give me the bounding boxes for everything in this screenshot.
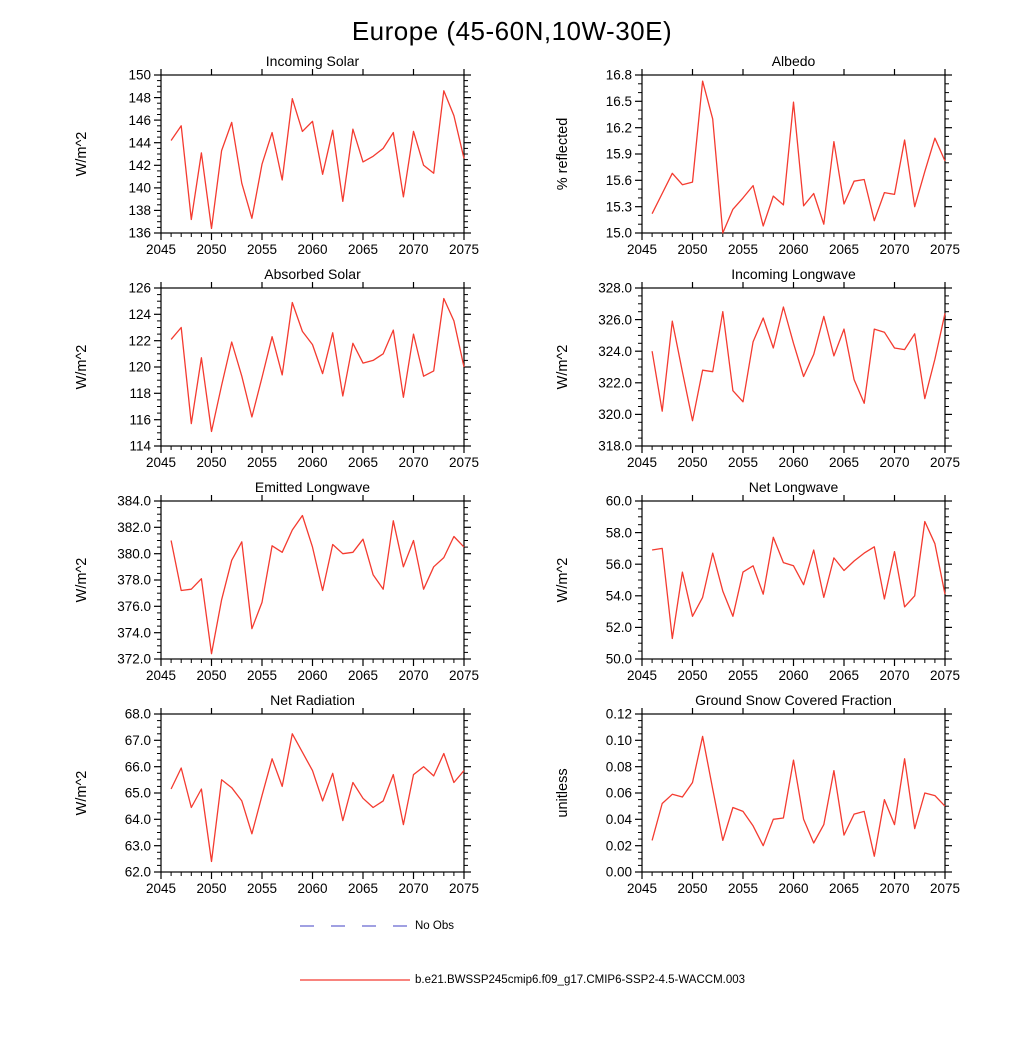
chart-svg <box>39 692 504 905</box>
x-tick-label: 2070 <box>398 242 429 257</box>
y-tick-label: 62.0 <box>124 864 151 880</box>
x-tick-label: 2060 <box>778 455 809 470</box>
series-line <box>171 91 464 229</box>
x-tick-label: 2045 <box>145 242 177 257</box>
x-tick-label: 2055 <box>727 668 759 683</box>
plot-frame <box>642 75 945 233</box>
y-tick-label: 118 <box>129 386 151 402</box>
series-line <box>171 516 464 654</box>
y-axis-label: W/m^2 <box>555 344 571 390</box>
y-tick-label: 122 <box>128 333 151 349</box>
y-tick-label: 0.02 <box>605 838 632 854</box>
x-tick-label: 2075 <box>448 455 480 470</box>
chart-svg <box>39 266 504 479</box>
chart-svg <box>520 692 985 905</box>
y-tick-label: 15.6 <box>605 173 632 189</box>
chart-title: Incoming Solar <box>265 53 360 69</box>
x-tick-label: 2065 <box>828 881 860 896</box>
y-tick-label: 56.0 <box>605 556 632 572</box>
x-tick-label: 2045 <box>626 668 658 683</box>
y-tick-label: 15.0 <box>605 225 632 241</box>
chart-svg <box>39 479 504 692</box>
series-line <box>652 736 945 856</box>
y-tick-label: 148 <box>128 90 151 106</box>
y-tick-label: 67.0 <box>124 733 151 749</box>
x-tick-label: 2050 <box>196 668 227 683</box>
x-tick-label: 2070 <box>398 455 429 470</box>
y-tick-label: 322.0 <box>598 375 632 391</box>
x-tick-label: 2045 <box>626 242 658 257</box>
panel-absorbed-solar <box>39 266 504 479</box>
series-line <box>171 734 464 862</box>
series-line <box>652 81 945 233</box>
y-axis-label: W/m^2 <box>555 557 571 603</box>
y-tick-label: 50.0 <box>605 651 632 667</box>
x-tick-label: 2075 <box>448 242 480 257</box>
chart-svg <box>520 53 985 266</box>
x-tick-label: 2050 <box>677 242 708 257</box>
x-tick-label: 2060 <box>297 668 328 683</box>
x-tick-label: 2070 <box>879 668 910 683</box>
chart-title: Albedo <box>771 53 816 69</box>
x-tick-label: 2075 <box>929 242 961 257</box>
x-tick-label: 2045 <box>145 668 177 683</box>
y-tick-label: 16.5 <box>605 94 632 110</box>
plot-frame <box>161 501 464 659</box>
y-tick-label: 15.9 <box>605 146 632 162</box>
y-tick-label: 120 <box>128 359 151 375</box>
panel-net-longwave <box>520 479 985 692</box>
y-tick-label: 376.0 <box>117 599 151 615</box>
x-tick-label: 2060 <box>778 881 809 896</box>
y-tick-label: 146 <box>128 112 151 128</box>
y-axis-label: W/m^2 <box>74 131 90 177</box>
y-tick-label: 54.0 <box>605 588 632 604</box>
y-tick-label: 144 <box>128 135 151 151</box>
chart-title: Net Radiation <box>270 692 355 708</box>
panel-incoming-longwave <box>520 266 985 479</box>
legend-row-no-obs <box>300 919 1024 933</box>
plot-frame <box>161 75 464 233</box>
x-tick-label: 2065 <box>828 242 860 257</box>
panel-emitted-longwave <box>39 479 504 692</box>
y-tick-label: 380.0 <box>117 546 151 562</box>
x-tick-label: 2045 <box>145 455 177 470</box>
report-page <box>0 16 1024 1040</box>
chart-title: Incoming Longwave <box>731 266 856 282</box>
y-axis-label: W/m^2 <box>74 770 90 816</box>
y-tick-label: 16.2 <box>605 120 632 136</box>
y-tick-label: 0.08 <box>605 759 632 775</box>
x-tick-label: 2050 <box>196 881 227 896</box>
case-solid-line-icon <box>300 977 410 983</box>
x-tick-label: 2060 <box>297 881 328 896</box>
panel-incoming-solar <box>39 53 504 266</box>
x-tick-label: 2070 <box>398 668 429 683</box>
plot-frame <box>161 288 464 446</box>
x-tick-label: 2045 <box>626 455 658 470</box>
x-tick-label: 2065 <box>347 668 379 683</box>
y-tick-label: 68.0 <box>124 706 151 722</box>
y-tick-label: 66.0 <box>124 759 151 775</box>
legend-row-case <box>300 973 1024 987</box>
y-tick-label: 0.04 <box>605 812 632 828</box>
y-tick-label: 0.00 <box>605 864 632 880</box>
series-line <box>171 299 464 432</box>
panel-albedo <box>520 53 985 266</box>
y-tick-label: 63.0 <box>124 838 151 854</box>
x-tick-label: 2070 <box>398 881 429 896</box>
panel-net-radiation <box>39 692 504 905</box>
y-tick-label: 150 <box>128 67 151 83</box>
x-tick-label: 2060 <box>297 242 328 257</box>
y-tick-label: 142 <box>128 157 151 173</box>
y-tick-label: 126 <box>128 280 151 296</box>
x-tick-label: 2075 <box>929 455 961 470</box>
x-tick-label: 2060 <box>297 455 328 470</box>
x-tick-label: 2070 <box>879 242 910 257</box>
y-tick-label: 374.0 <box>117 625 151 641</box>
y-tick-label: 16.8 <box>605 67 632 83</box>
chart-svg <box>520 266 985 479</box>
y-tick-label: 60.0 <box>605 493 632 509</box>
chart-svg <box>520 479 985 692</box>
x-tick-label: 2055 <box>246 668 278 683</box>
chart-svg <box>39 53 504 266</box>
series-line <box>652 307 945 421</box>
legend-label-case: b.e21.BWSSP245cmip6.f09_g17.CMIP6-SSP2-4.5-WACCM.003 <box>415 974 746 986</box>
y-axis-label: % reflected <box>555 117 571 191</box>
y-tick-label: 372.0 <box>117 651 151 667</box>
chart-title: Ground Snow Covered Fraction <box>695 692 892 708</box>
page-title: Europe (45-60N,10W-30E) <box>351 16 673 46</box>
x-tick-label: 2060 <box>778 668 809 683</box>
x-tick-label: 2075 <box>929 668 961 683</box>
x-tick-label: 2065 <box>347 242 379 257</box>
y-tick-label: 378.0 <box>117 572 151 588</box>
y-tick-label: 65.0 <box>124 785 151 801</box>
chart-title: Emitted Longwave <box>254 479 371 495</box>
x-tick-label: 2050 <box>677 881 708 896</box>
x-tick-label: 2050 <box>677 455 708 470</box>
y-tick-label: 136 <box>128 225 151 241</box>
y-axis-label: unitless <box>555 768 571 818</box>
x-tick-label: 2075 <box>448 668 480 683</box>
y-tick-label: 0.06 <box>605 785 632 801</box>
x-tick-label: 2055 <box>727 881 759 896</box>
y-tick-label: 114 <box>129 438 151 454</box>
y-tick-label: 0.12 <box>605 706 632 722</box>
y-tick-label: 0.10 <box>605 733 632 749</box>
y-tick-label: 138 <box>128 203 151 219</box>
no-obs-dashed-line-icon <box>300 923 410 929</box>
y-tick-label: 324.0 <box>598 343 632 359</box>
y-tick-label: 320.0 <box>598 407 632 423</box>
x-tick-label: 2050 <box>677 668 708 683</box>
legend <box>300 919 1024 987</box>
x-tick-label: 2070 <box>879 455 910 470</box>
y-tick-label: 382.0 <box>117 520 151 536</box>
chart-title: Absorbed Solar <box>264 266 361 282</box>
y-tick-label: 140 <box>128 180 151 196</box>
x-tick-label: 2055 <box>727 455 759 470</box>
y-tick-label: 15.3 <box>605 199 632 215</box>
plot-frame <box>161 714 464 872</box>
y-tick-label: 326.0 <box>598 312 632 328</box>
charts-grid <box>39 53 985 905</box>
x-tick-label: 2060 <box>778 242 809 257</box>
y-tick-label: 52.0 <box>605 620 632 636</box>
x-tick-label: 2050 <box>196 242 227 257</box>
y-tick-label: 328.0 <box>598 280 632 296</box>
x-tick-label: 2065 <box>347 881 379 896</box>
x-tick-label: 2045 <box>626 881 658 896</box>
x-tick-label: 2065 <box>347 455 379 470</box>
x-tick-label: 2065 <box>828 668 860 683</box>
chart-title: Net Longwave <box>748 479 839 495</box>
x-tick-label: 2055 <box>727 242 759 257</box>
y-tick-label: 124 <box>128 307 151 323</box>
series-line <box>652 522 945 639</box>
x-tick-label: 2055 <box>246 455 278 470</box>
y-tick-label: 318.0 <box>598 438 632 454</box>
x-tick-label: 2075 <box>929 881 961 896</box>
y-axis-label: W/m^2 <box>74 344 90 390</box>
y-tick-label: 64.0 <box>124 812 151 828</box>
y-tick-label: 384.0 <box>117 493 151 509</box>
legend-label-no-obs: No Obs <box>415 920 454 932</box>
panel-ground-snow-covered-fraction <box>520 692 985 905</box>
x-tick-label: 2045 <box>145 881 177 896</box>
y-tick-label: 116 <box>129 412 151 428</box>
x-tick-label: 2050 <box>196 455 227 470</box>
x-tick-label: 2075 <box>448 881 480 896</box>
x-tick-label: 2055 <box>246 242 278 257</box>
plot-frame <box>642 288 945 446</box>
x-tick-label: 2055 <box>246 881 278 896</box>
y-tick-label: 58.0 <box>605 525 632 541</box>
x-tick-label: 2065 <box>828 455 860 470</box>
y-axis-label: W/m^2 <box>74 557 90 603</box>
x-tick-label: 2070 <box>879 881 910 896</box>
